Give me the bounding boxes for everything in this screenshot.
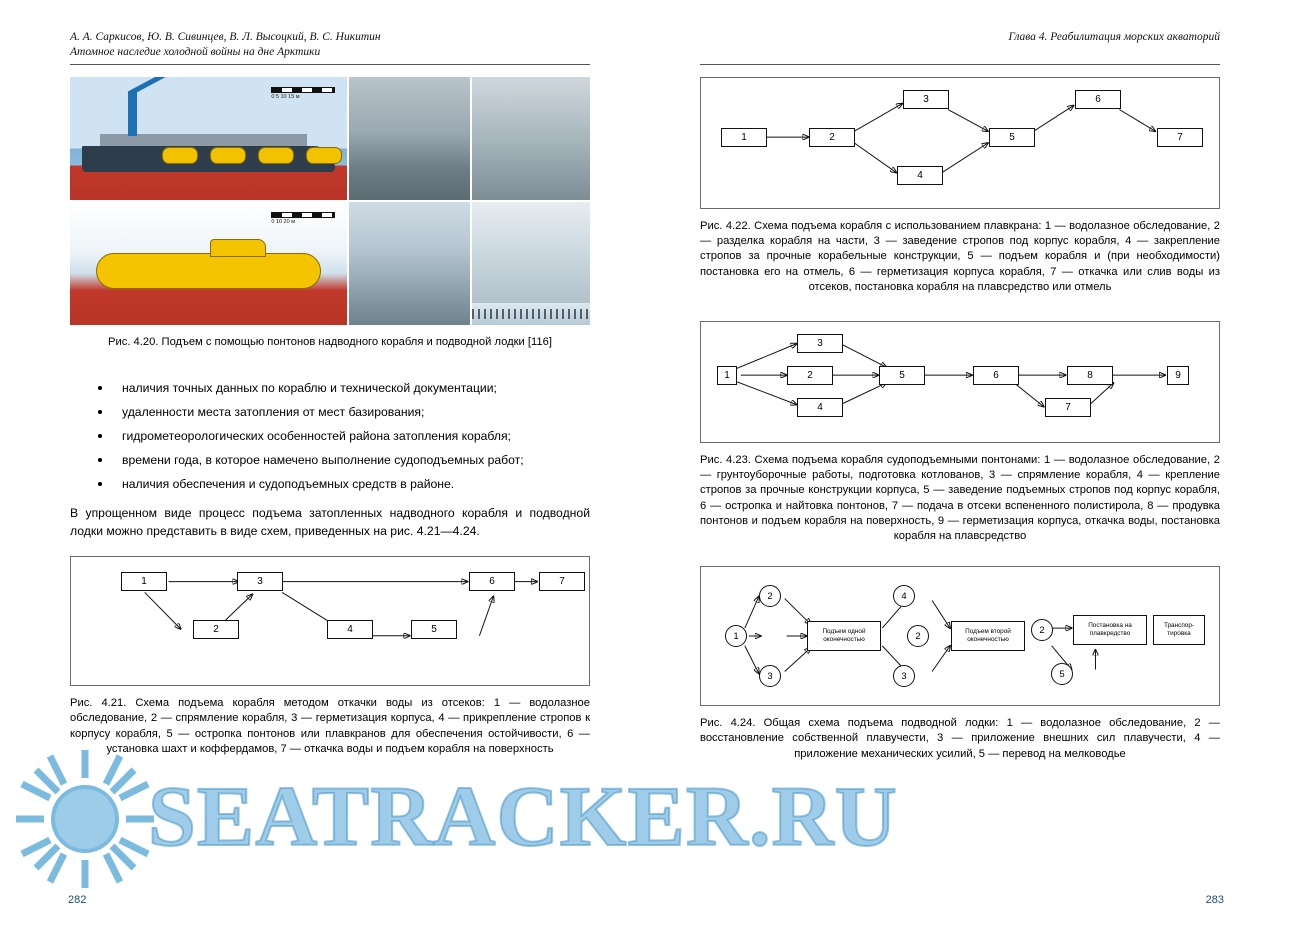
diagram-node-circle: 3	[893, 665, 915, 687]
figure-4-24-diagram	[700, 566, 1220, 706]
diagram-node: 3	[797, 334, 843, 353]
photo-wreck-shoreline	[472, 77, 591, 200]
scale-bar-top-label: 0 5 10 15 м	[271, 94, 300, 100]
photo-submarine-illustration	[70, 202, 347, 325]
scale-bar-top	[271, 87, 335, 100]
photo-ice-shore-crowd	[472, 202, 591, 325]
diagram-node-box: Подъем второй оконечностью	[951, 621, 1025, 651]
diagram-node-box: Постановка на плавкредство	[1073, 615, 1147, 645]
book-title-line: Атомное наследие холодной войны на дне Арктики	[70, 46, 321, 58]
requirements-list	[70, 376, 590, 496]
diagram-node: 9	[1167, 366, 1189, 385]
page-number-right: 283	[1205, 894, 1224, 906]
figure-4-21-diagram	[70, 556, 590, 686]
diagram-node: 4	[797, 398, 843, 417]
diagram-node-circle: 4	[893, 585, 915, 607]
figure-4-23-edges	[701, 322, 1219, 442]
list-item: гидрометеорологических особенностей района затопления корабля;	[70, 424, 590, 448]
page-number-left: 282	[68, 894, 87, 906]
figure-4-21-caption: Рис. 4.21. Схема подъема корабля методом откачки воды из отсеков: 1 — водолазное обследование, 2 — спрямление корабля, 3 — герметизация корпуса, 4 — прикрепление стропов к корпусу корабля, 5 — остропка понтонов или плавкранов для обеспечения остойчивости, 6 — установка шахт и коффердамов, 7 — откачка воды и подъем корабля на поверхность	[70, 697, 590, 755]
figure-4-22-caption: Рис. 4.22. Схема подъема корабля с использованием плавкрана: 1 — водолазное обследование, 2 — разделка корабля на части, 3 — заведение стропов под корпус корабля, 4 — закрепление стропов за прочные корабельные конструкции, 5 — подъем корабля и (при необходимости) постановка его на отмель, 6 — герметизация корпуса корабля, 7 — откачка или слив воды из отсеков, постановка корабля на плавсредство или отмель	[700, 220, 1220, 293]
figure-4-20-caption: Рис. 4.20. Подъем с помощью понтонов надводного корабля и подводной лодки [116]	[108, 336, 552, 348]
figure-4-22-edges	[701, 78, 1219, 208]
authors-line: А. А. Саркисов, Ю. В. Сивинцев, В. Л. Высоцкий, В. С. Никитин	[70, 31, 381, 43]
running-head-left	[70, 30, 590, 60]
diagram-node: 7	[1157, 128, 1203, 147]
diagram-node: 5	[989, 128, 1035, 147]
watermark-text: SEATRACKER.RU	[148, 768, 898, 864]
diagram-node: 2	[787, 366, 833, 385]
header-rule-left	[70, 64, 590, 65]
diagram-node: 1	[721, 128, 767, 147]
diagram-node: 2	[809, 128, 855, 147]
figure-4-20-image	[70, 77, 590, 325]
figure-4-22-diagram	[700, 77, 1220, 209]
diagram-node-circle: 2	[907, 625, 929, 647]
diagram-node-circle: 5	[1051, 663, 1073, 685]
list-item: наличия обеспечения и судоподъемных средств в районе.	[70, 472, 590, 496]
diagram-node-circle: 3	[759, 665, 781, 687]
diagram-node: 6	[973, 366, 1019, 385]
diagram-node: 4	[897, 166, 943, 185]
diagram-node: 2	[193, 620, 239, 639]
diagram-node: 1	[717, 366, 737, 385]
diagram-node: 7	[1045, 398, 1091, 417]
diagram-node: 7	[539, 572, 585, 591]
body-paragraph: В упрощенном виде процесс подъема затопленных надводного корабля и подводной лодки можно представить в виде схем, приведенных на рис. 4.21—4.24.	[70, 506, 590, 539]
running-head-right: Глава 4. Реабилитация морских акваторий	[1008, 31, 1220, 43]
photo-crane-ship-illustration	[70, 77, 347, 200]
list-item: наличия точных данных по кораблю и технической документации;	[70, 376, 590, 400]
header-rule-right	[700, 64, 1220, 65]
list-item: времени года, в которое намечено выполнение судоподъемных работ;	[70, 448, 590, 472]
diagram-node-circle: 1	[725, 625, 747, 647]
diagram-node: 1	[121, 572, 167, 591]
diagram-node: 6	[469, 572, 515, 591]
scale-bar-bottom	[271, 212, 335, 225]
list-item: удаленности места затопления от мест базирования;	[70, 400, 590, 424]
page-right	[645, 0, 1290, 946]
diagram-node: 4	[327, 620, 373, 639]
figure-4-23-diagram	[700, 321, 1220, 443]
scale-bar-bottom-label: 0 10 20 м	[271, 219, 295, 225]
diagram-node: 5	[411, 620, 457, 639]
figure-4-23-caption: Рис. 4.23. Схема подъема корабля судоподъемными понтонами: 1 — водолазное обследование, 2 — грунтоуборочные работы, подготовка котлованов, 3 — спрямление корабля, 4 — крепление стропов за прочные конструкции корпуса, 5 — заведение подъемных стропов под корпус корабля, 6 — остропка и найтовка понтонов, 7 — подача в отсеки вспененного полистирола, 8 — продувка понтонов и подъем корабля на поверхность, 9 — герметизация корпуса, откачка воды, постановка корабля на плавсредство	[700, 454, 1220, 543]
diagram-node: 3	[237, 572, 283, 591]
diagram-node: 5	[879, 366, 925, 385]
photo-wreck-superstructure	[349, 77, 469, 200]
diagram-node-circle: 2	[1031, 619, 1053, 641]
diagram-node-box: Транспор- тировка	[1153, 615, 1205, 645]
diagram-node-box: Подъем одной оконечностью	[807, 621, 881, 651]
diagram-node: 3	[903, 90, 949, 109]
photo-harbor-vessel	[349, 202, 469, 325]
diagram-node-circle: 2	[759, 585, 781, 607]
diagram-node: 8	[1067, 366, 1113, 385]
diagram-node: 6	[1075, 90, 1121, 109]
figure-4-24-caption: Рис. 4.24. Общая схема подъема подводной лодки: 1 — водолазное обследование, 2 — восстановление собственной плавучести, 3 — приложение внешних сил плавучести, 4 — приложение механических усилий, 5 — перевод на мелководье	[700, 717, 1220, 760]
